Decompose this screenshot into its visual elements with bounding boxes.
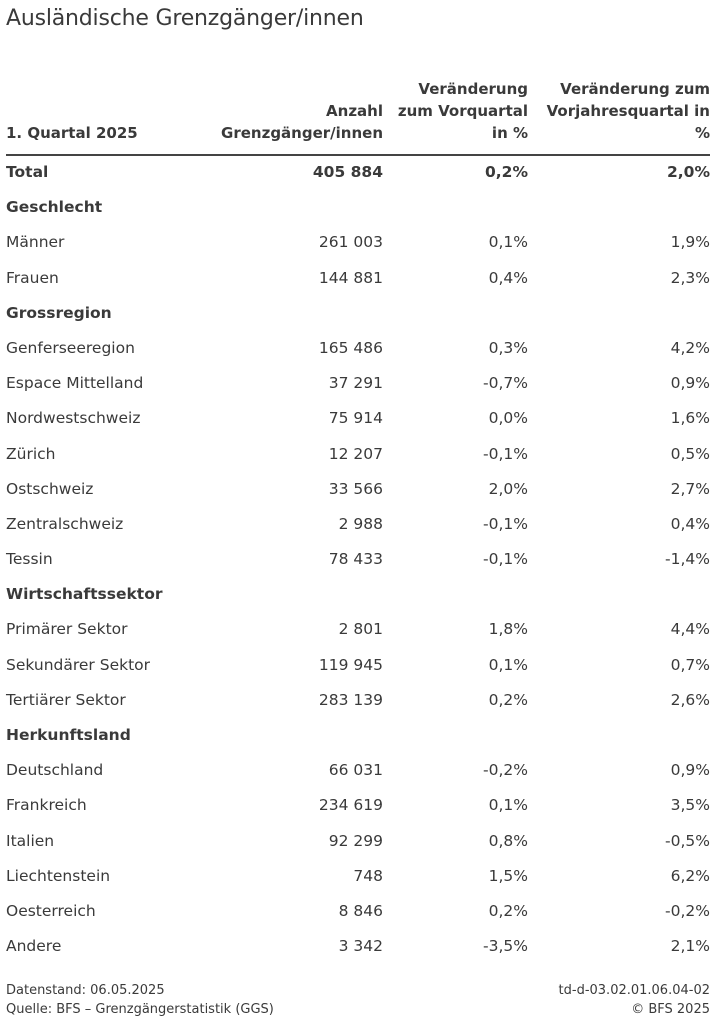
header-count-line: Anzahl: [326, 102, 383, 120]
row-count: 2 988: [338, 514, 383, 533]
table-row: [6, 753, 710, 788]
row-change-year: -0,5%: [665, 831, 710, 850]
row-label: Primärer Sektor: [6, 620, 128, 639]
table-row: [6, 366, 710, 401]
table-row: [6, 261, 710, 296]
table-row: [6, 859, 710, 894]
row-change-quarter: -0,1%: [483, 444, 528, 463]
row-change-year: 1,6%: [670, 409, 710, 428]
table-row: [6, 437, 710, 472]
row-label: Frankreich: [6, 796, 87, 815]
table-body: [6, 155, 710, 964]
page-title: Ausländische Grenzgänger/innen: [6, 6, 364, 31]
table-row: [6, 331, 710, 366]
row-change-year: 2,3%: [670, 268, 710, 287]
row-count: 78 433: [328, 550, 383, 569]
row-change-quarter: 0,8%: [488, 831, 528, 850]
table-row: [6, 788, 710, 823]
row-change-year: 0,9%: [670, 761, 710, 780]
row-label: Männer: [6, 233, 65, 252]
table-row: [6, 929, 710, 964]
row-label: Wirtschaftssektor: [6, 585, 163, 604]
footer-data-date: Datenstand: 06.05.2025: [6, 983, 165, 998]
row-change-year: 1,9%: [670, 233, 710, 252]
row-change-quarter: -3,5%: [483, 937, 528, 956]
section-heading-row: [6, 718, 710, 753]
header-change-year-line: %: [694, 124, 710, 142]
row-count: 234 619: [318, 796, 383, 815]
row-label: Deutschland: [6, 761, 104, 780]
table-row: [6, 612, 710, 647]
row-change-quarter: -0,1%: [483, 514, 528, 533]
table-row: [6, 472, 710, 507]
row-count: 119 945: [318, 655, 383, 674]
row-count: 66 031: [328, 761, 383, 780]
section-heading-row: [6, 190, 710, 225]
header-change-quarter-line: in %: [491, 124, 528, 142]
row-count: 261 003: [318, 233, 383, 252]
row-label: Oesterreich: [6, 901, 96, 920]
row-label: Espace Mittelland: [6, 374, 144, 393]
row-change-year: 2,1%: [670, 937, 710, 956]
header-change-quarter-line: Veränderung: [418, 80, 528, 98]
table-row: [6, 225, 710, 260]
row-change-year: -1,4%: [665, 550, 710, 569]
row-count: 75 914: [328, 409, 383, 428]
row-label: Nordwestschweiz: [6, 409, 141, 428]
row-change-year: 0,5%: [670, 444, 710, 463]
row-change-quarter: -0,2%: [483, 761, 528, 780]
row-change-quarter: 0,0%: [488, 409, 528, 428]
row-count: 8 846: [338, 901, 383, 920]
table-row: [6, 401, 710, 436]
row-change-quarter: 0,2%: [488, 901, 528, 920]
row-label: Total: [6, 163, 49, 181]
row-change-quarter: 0,2%: [485, 163, 528, 181]
row-change-year: 4,4%: [670, 620, 710, 639]
row-change-quarter: 1,5%: [488, 866, 528, 885]
header-period-label: 1. Quartal 2025: [6, 124, 138, 142]
header-change-quarter: [398, 78, 528, 144]
row-label: Frauen: [6, 268, 59, 287]
row-count: 144 881: [318, 268, 383, 287]
row-label: Andere: [6, 937, 62, 956]
row-label: Ostschweiz: [6, 479, 94, 498]
row-change-year: 0,7%: [670, 655, 710, 674]
row-label: Liechtenstein: [6, 866, 111, 885]
row-change-quarter: 0,3%: [488, 338, 528, 357]
table-header: [6, 78, 710, 156]
row-change-quarter: 0,1%: [488, 796, 528, 815]
header-change-year: [547, 78, 710, 144]
row-change-quarter: 0,1%: [488, 655, 528, 674]
row-change-quarter: 0,4%: [488, 268, 528, 287]
table-row: [6, 155, 710, 190]
section-heading-row: [6, 577, 710, 612]
row-change-quarter: -0,7%: [483, 374, 528, 393]
row-label: Genferseeregion: [6, 338, 135, 357]
row-label: Italien: [6, 831, 55, 850]
row-change-year: -0,2%: [665, 901, 710, 920]
header-count: [221, 100, 383, 144]
row-label: Geschlecht: [6, 198, 103, 217]
row-change-quarter: -0,1%: [483, 550, 528, 569]
row-count: 748: [353, 866, 383, 885]
row-label: Herkunftsland: [6, 726, 131, 744]
header-count-line: Grenzgänger/innen: [221, 124, 383, 142]
table-row: [6, 507, 710, 542]
row-count: 37 291: [328, 374, 383, 393]
row-change-quarter: 0,1%: [488, 233, 528, 252]
row-change-year: 2,7%: [670, 479, 710, 498]
header-change-year-line: Vorjahresquartal in: [546, 102, 710, 120]
row-count: 92 299: [328, 831, 383, 850]
row-count: 405 884: [312, 163, 383, 181]
row-count: 165 486: [318, 338, 383, 357]
row-change-quarter: 0,2%: [488, 690, 528, 709]
row-change-year: 0,9%: [670, 374, 710, 393]
row-count: 12 207: [328, 444, 383, 463]
table-row: [6, 894, 710, 929]
row-count: 33 566: [328, 479, 383, 498]
row-change-year: 4,2%: [670, 338, 710, 357]
row-count: 2 801: [338, 620, 383, 639]
table-row: [6, 542, 710, 577]
row-change-year: 6,2%: [670, 866, 710, 885]
row-change-year: 0,4%: [670, 514, 710, 533]
table-row: [6, 648, 710, 683]
row-change-year: 2,6%: [670, 690, 710, 709]
row-label: Zürich: [6, 444, 56, 463]
row-change-year: 2,0%: [667, 163, 710, 181]
table-row: [6, 683, 710, 718]
footer-table-code: td-d-03.02.01.06.04-02: [558, 983, 710, 998]
row-label: Tessin: [6, 550, 53, 569]
row-label: Zentralschweiz: [6, 514, 124, 533]
footer-copyright: © BFS 2025: [631, 1002, 710, 1017]
footer-source: Quelle: BFS – Grenzgängerstatistik (GGS): [6, 1002, 274, 1017]
row-label: Tertiärer Sektor: [6, 690, 126, 709]
header-change-year-line: Veränderung zum: [560, 80, 710, 98]
row-change-quarter: 1,8%: [488, 620, 528, 639]
header-change-quarter-line: zum Vorquartal: [397, 102, 528, 120]
row-count: 283 139: [318, 690, 383, 709]
row-change-quarter: 2,0%: [488, 479, 528, 498]
row-count: 3 342: [338, 937, 383, 956]
table-row: [6, 824, 710, 859]
row-label: Grossregion: [6, 303, 112, 322]
row-change-year: 3,5%: [670, 796, 710, 815]
section-heading-row: [6, 296, 710, 331]
row-label: Sekundärer Sektor: [6, 655, 151, 674]
